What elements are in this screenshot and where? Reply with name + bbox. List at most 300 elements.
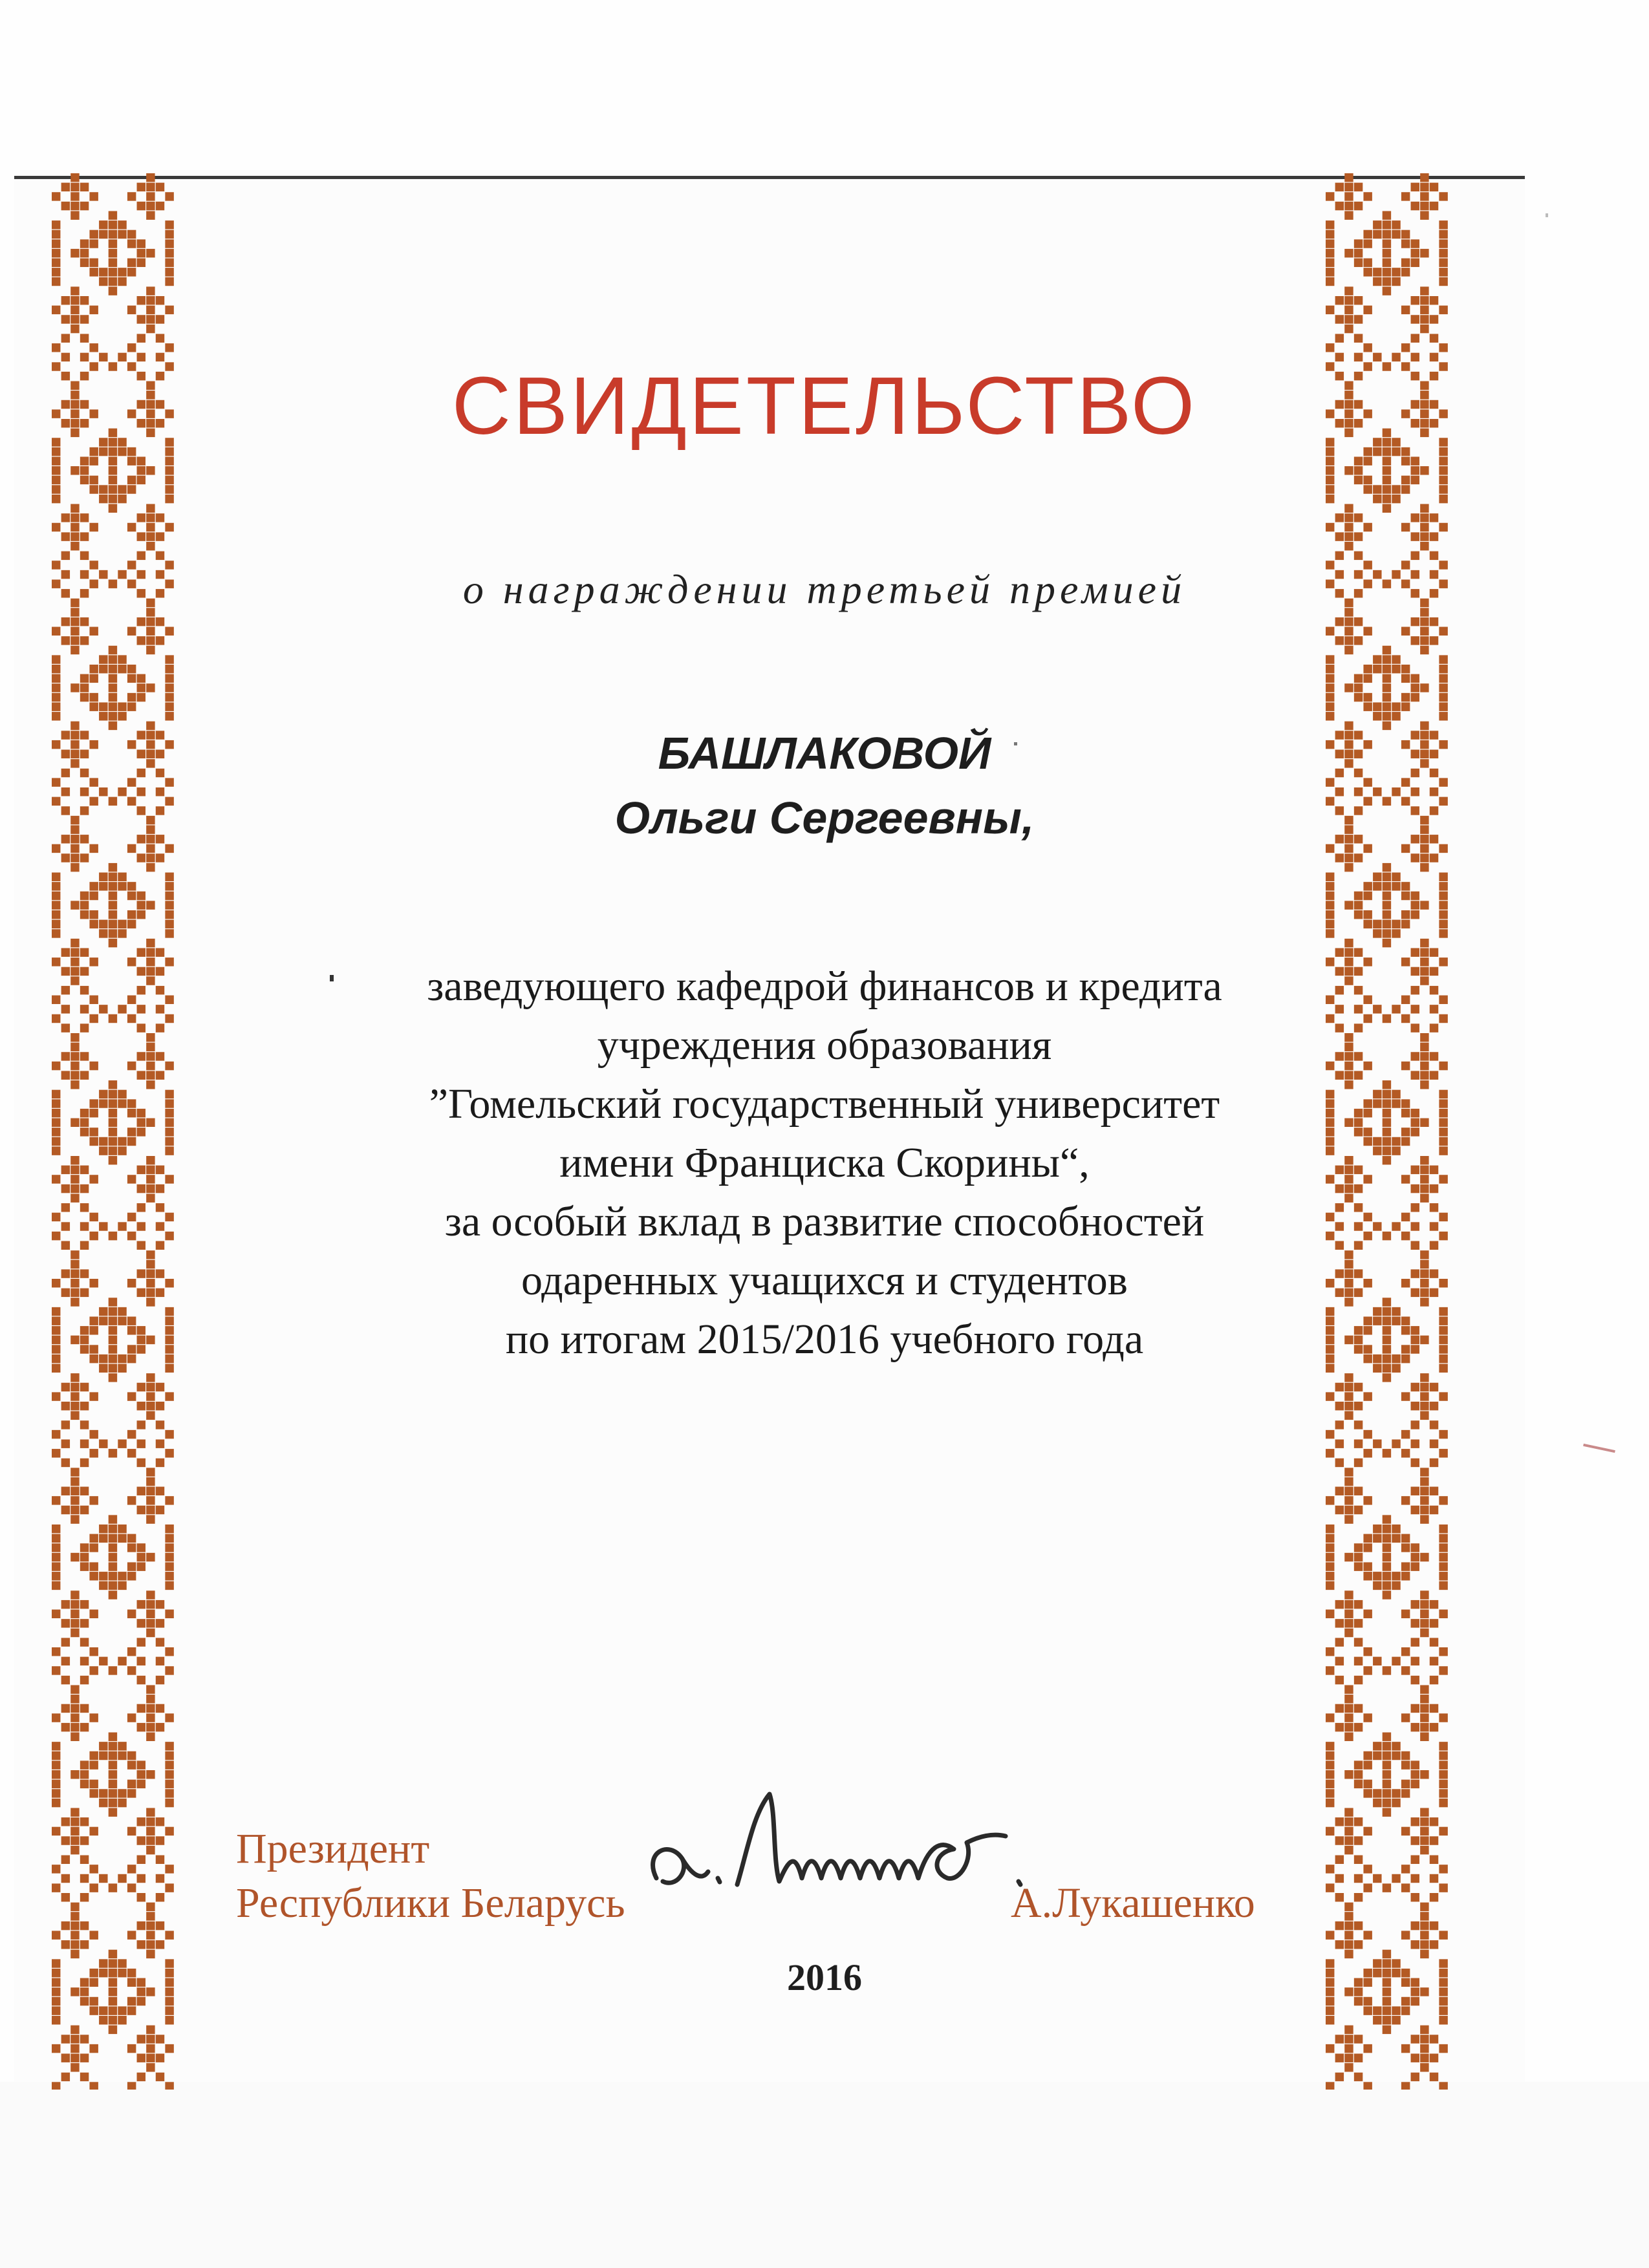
scan-speck (1014, 742, 1017, 745)
ornament-cell (80, 1893, 89, 1901)
ornament-cell (1439, 277, 1447, 286)
ornament-cell (1401, 259, 1410, 267)
ornament-cell (99, 1789, 107, 1797)
ornament-cell (137, 1420, 146, 1429)
ornament-cell (1326, 2016, 1334, 2024)
ornament-cell (146, 1411, 155, 1420)
ornament-cell (165, 192, 173, 200)
ornament-cell (165, 1534, 173, 1543)
ornament-cell (165, 693, 173, 701)
ornament-cell (1420, 1695, 1428, 1703)
ornament-cell (1363, 1572, 1372, 1580)
ornament-cell (1401, 306, 1410, 314)
ornament-cell (1373, 2016, 1381, 2024)
ornament-cell (146, 202, 155, 210)
ornament-cell (1430, 1817, 1438, 1826)
ornament-cell (1354, 1619, 1363, 1627)
ornament-cell (137, 296, 146, 305)
ornament-cell (1326, 712, 1334, 720)
ornament-cell (70, 325, 79, 333)
ornament-cell (1354, 1543, 1363, 1552)
ornament-cell (80, 239, 89, 248)
ornament-cell (1439, 1760, 1447, 1769)
ornament-cell (109, 495, 117, 503)
ornament-cell (1344, 211, 1353, 219)
ornament-cell (52, 655, 60, 663)
ornament-cell (70, 1590, 79, 1599)
ornament-cell (1326, 655, 1334, 663)
ornament-cell (165, 2006, 173, 2015)
ornament-cell (1411, 1856, 1419, 1864)
ornament-cell (1420, 1600, 1428, 1609)
ornament-cell (137, 532, 146, 540)
ornament-cell (165, 1430, 173, 1439)
ornament-cell (165, 1647, 173, 1656)
ornament-cell (1411, 466, 1419, 475)
ornament-cell (1439, 2016, 1447, 2024)
ornament-cell (146, 183, 155, 191)
ornament-cell (127, 259, 136, 267)
ornament-cell (70, 853, 79, 862)
ornament-cell (109, 268, 117, 276)
ornament-cell (52, 910, 60, 919)
ornament-cell (165, 1553, 173, 1561)
ornament-cell (1439, 1770, 1447, 1779)
ornament-cell (1411, 892, 1419, 900)
ornament-cell (70, 202, 79, 210)
ornament-cell (1401, 693, 1410, 701)
ornament-cell (70, 1695, 79, 1703)
ornament-cell (70, 1610, 79, 1618)
ornament-cell (1335, 1487, 1344, 1495)
ornament-cell (99, 1657, 107, 1665)
ornament-cell (165, 1799, 173, 1807)
ornament-cell (156, 1459, 164, 1467)
ornament-cell (137, 466, 146, 475)
ornament-cell (127, 1666, 136, 1674)
ornament-cell (1344, 523, 1353, 531)
ornament-cell (1354, 1420, 1363, 1429)
ornament-cell (1439, 2006, 1447, 2015)
ornament-cell (70, 2026, 79, 2034)
ornament-cell (70, 211, 79, 219)
ornament-cell (1344, 1808, 1353, 1816)
ornament-cell (109, 901, 117, 909)
ornament-cell (1383, 230, 1391, 239)
ornament-cell (1363, 627, 1372, 636)
ornament-cell (109, 1590, 117, 1599)
ornament-cell (1363, 1610, 1372, 1618)
ornament-cell (165, 929, 173, 937)
ornament-cell (80, 1760, 89, 1769)
ornament-cell (109, 211, 117, 219)
ornament-cell (1354, 259, 1363, 267)
ornament-cell (61, 1893, 70, 1901)
ornament-cell (1354, 2035, 1363, 2043)
ornament-cell (137, 183, 146, 191)
ornament-cell (1383, 683, 1391, 692)
ornament-cell (1373, 1874, 1381, 1883)
ornament-cell (1363, 665, 1372, 673)
ornament-cell (1420, 1468, 1428, 1476)
ornament-cell (1439, 1799, 1447, 1807)
ornament-cell (1354, 513, 1363, 522)
ornament-cell (61, 1638, 70, 1646)
ornament-cell (1411, 476, 1419, 484)
ornament-cell (1383, 1751, 1391, 1760)
ornament-cell (1392, 1657, 1400, 1665)
ornament-cell (80, 617, 89, 626)
ornament-cell (1363, 306, 1372, 314)
ornament-cell (52, 1562, 60, 1570)
ornament-cell (99, 230, 107, 239)
ornament-cell (1344, 1468, 1353, 1476)
ornament-cell (1354, 1383, 1363, 1391)
ornament-cell (52, 929, 60, 937)
ornament-cell (1383, 1373, 1391, 1382)
ornament-cell (109, 1534, 117, 1543)
ornament-cell (1335, 1657, 1344, 1665)
ornament-cell (1439, 343, 1447, 352)
ornament-cell (137, 1439, 146, 1448)
ornament-cell (156, 1836, 164, 1845)
ornament-cell (1430, 1619, 1438, 1627)
ornament-cell (1363, 693, 1372, 701)
ornament-cell (1344, 1903, 1353, 1911)
ornament-cell (1420, 2035, 1428, 2043)
ornament-cell (70, 1912, 79, 1920)
ornament-cell (1344, 1940, 1353, 1949)
ornament-cell (1344, 325, 1353, 333)
ornament-cell (165, 1543, 173, 1552)
ornament-cell (1335, 1420, 1344, 1429)
ornament-cell (1411, 296, 1419, 305)
ornament-cell (1354, 1760, 1363, 1769)
ornament-cell (1430, 315, 1438, 323)
ornament-cell (52, 693, 60, 701)
ornament-cell (1363, 476, 1372, 484)
certificate-subtitle: о награждении третьей премией (462, 566, 1187, 612)
ornament-cell (1411, 693, 1419, 701)
ornament-cell (1411, 1543, 1419, 1552)
ornament-cell (1383, 1553, 1391, 1561)
ornament-cell (1430, 1856, 1438, 1864)
ornament-cell (1420, 1553, 1428, 1561)
ornament-cell (127, 1713, 136, 1722)
ornament-cell (52, 523, 60, 531)
ornament-cell (165, 485, 173, 493)
ornament-cell (80, 2053, 89, 2062)
ornament-cell (156, 1723, 164, 1731)
ornament-cell (137, 1940, 146, 1949)
ornament-cell (137, 1874, 146, 1883)
ornament-cell (80, 948, 89, 956)
ornament-cell (1354, 1657, 1363, 1665)
ornament-cell (99, 929, 107, 937)
ornament-cell (109, 892, 117, 900)
ornament-cell (89, 1647, 98, 1656)
ornament-cell (52, 306, 60, 314)
ornament-cell (1326, 1827, 1334, 1835)
ornament-cell (1401, 485, 1410, 493)
ornament-cell (156, 551, 164, 560)
ornament-cell (1439, 1430, 1447, 1439)
ornament-cell (109, 2006, 117, 2015)
ornament-cell (1344, 1392, 1353, 1400)
ornament-cell (80, 476, 89, 484)
ornament-cell (61, 1704, 70, 1713)
ornament-cell (127, 343, 136, 352)
ornament-cell (1430, 202, 1438, 210)
ornament-cell (165, 873, 173, 881)
ornament-cell (127, 665, 136, 673)
ornament-cell (1326, 1392, 1334, 1400)
ornament-cell (1420, 1496, 1428, 1504)
ornament-cell (146, 627, 155, 636)
ornament-cell (99, 268, 107, 276)
ornament-cell (1354, 183, 1363, 191)
ornament-cell (1335, 1676, 1344, 1684)
ornament-cell (146, 636, 155, 645)
ornament-cell (1354, 853, 1363, 862)
ornament-cell (52, 1543, 60, 1552)
ornament-cell (165, 901, 173, 909)
ornament-cell (137, 1723, 146, 1731)
sheet-bottom-margin (0, 2082, 1649, 2268)
ornament-cell (1420, 466, 1428, 475)
ornament-cell (1335, 315, 1344, 323)
ornament-cell (70, 1931, 79, 1939)
ornament-cell (1420, 863, 1428, 872)
ornament-cell (1420, 296, 1428, 305)
ornament-cell (1383, 1572, 1391, 1580)
ornament-cell (1392, 929, 1400, 937)
ornament-cell (165, 1392, 173, 1400)
ornament-cell (1326, 1581, 1334, 1590)
ornament-cell (1420, 1373, 1428, 1382)
ornament-cell (1439, 1647, 1447, 1656)
ornament-cell (1411, 1874, 1419, 1883)
ornament-cell (1420, 1610, 1428, 1618)
ornament-cell (1363, 523, 1372, 531)
ornament-cell (1430, 636, 1438, 645)
ornament-cell (70, 1704, 79, 1713)
ornament-cell (109, 712, 117, 720)
ornament-cell (61, 296, 70, 305)
ornament-cell (80, 551, 89, 560)
ornament-cell (1354, 315, 1363, 323)
ornament-cell (1430, 1600, 1438, 1609)
ornament-cell (156, 853, 164, 862)
ornament-cell (1354, 683, 1363, 692)
ornament-cell (1373, 920, 1381, 928)
ornament-cell (1326, 1789, 1334, 1797)
ornament-cell (1354, 1836, 1363, 1845)
ornament-cell (89, 2006, 98, 2015)
ornament-cell (1363, 1647, 1372, 1656)
ornament-cell (109, 1524, 117, 1533)
ornament-cell (52, 712, 60, 720)
ornament-cell (1411, 1817, 1419, 1826)
ornament-cell (80, 1487, 89, 1495)
ornament-cell (1363, 844, 1372, 853)
ornament-cell (1439, 1562, 1447, 1570)
ornament-cell (70, 1496, 79, 1504)
ornament-cell (1344, 863, 1353, 872)
ornament-cell (80, 1856, 89, 1864)
ornament-cell (127, 1496, 136, 1504)
ornament-cell (146, 296, 155, 305)
ornament-cell (118, 220, 126, 229)
ornament-cell (1326, 268, 1334, 276)
ornament-cell (1439, 1742, 1447, 1750)
ornament-cell (89, 485, 98, 493)
ornament-cell (137, 1836, 146, 1845)
ornament-cell (109, 1562, 117, 1570)
ornament-cell (137, 1506, 146, 1514)
ornament-cell (1344, 1477, 1353, 1486)
ornament-cell (1344, 2026, 1353, 2034)
ornament-cell (1383, 211, 1391, 219)
ornament-cell (1363, 1666, 1372, 1674)
ornament-cell (1373, 1581, 1381, 1590)
ornament-cell (1363, 702, 1372, 711)
ornament-cell (109, 230, 117, 239)
ornament-cell (146, 1468, 155, 1476)
ornament-cell (109, 1581, 117, 1590)
ornament-cell (1344, 504, 1353, 513)
ornament-cell (1411, 1487, 1419, 1495)
ornament-cell (1439, 1789, 1447, 1797)
ornament-cell (1383, 2006, 1391, 2015)
ornament-cell (1344, 939, 1353, 947)
ornament-cell (146, 1629, 155, 1637)
ornament-cell (1363, 259, 1372, 267)
ornament-cell (1401, 1534, 1410, 1543)
ornament-cell (1344, 844, 1353, 853)
ornament-cell (1354, 476, 1363, 484)
ornament-cell (1411, 259, 1419, 267)
ornament-cell (1420, 542, 1428, 550)
ornament-cell (70, 315, 79, 323)
ornament-cell (1354, 1487, 1363, 1495)
ornament-cell (1401, 1751, 1410, 1760)
ornament-cell (1439, 192, 1447, 200)
ornament-cell (165, 1827, 173, 1835)
ornament-cell (1439, 1572, 1447, 1580)
ornament-cell (109, 476, 117, 484)
ornament-cell (127, 476, 136, 484)
ornament-cell (1344, 2035, 1353, 2043)
ornament-cell (1363, 674, 1372, 683)
ornament-cell (146, 1713, 155, 1722)
ornament-cell (146, 249, 155, 257)
ornament-cell (1439, 693, 1447, 701)
ornament-cell (1392, 1524, 1400, 1533)
ornament-cell (61, 1506, 70, 1514)
ornament-cell (89, 1883, 98, 1892)
ornament-cell (1344, 1402, 1353, 1410)
ornament-cell (1401, 1883, 1410, 1892)
ornament-cell (137, 202, 146, 210)
ornament-cell (52, 1742, 60, 1750)
ornament-cell (127, 230, 136, 239)
ornament-cell (1439, 892, 1447, 900)
ornament-cell (1354, 456, 1363, 465)
ornament-cell (1344, 542, 1353, 550)
ornament-cell (156, 1402, 164, 1410)
ornament-cell (1439, 1865, 1447, 1873)
ornament-cell (137, 1562, 146, 1570)
ornament-cell (127, 627, 136, 636)
ornament-cell (1420, 1477, 1428, 1486)
ornament-cell (99, 1534, 107, 1543)
ornament-cell (1392, 873, 1400, 881)
ornament-cell (1411, 1439, 1419, 1448)
ornament-cell (1363, 1883, 1372, 1892)
ornament-cell (1326, 1770, 1334, 1779)
ornament-cell (52, 1610, 60, 1618)
ornament-cell (137, 2035, 146, 2043)
ornament-cell (70, 1553, 79, 1561)
ornament-cell (1401, 2006, 1410, 2015)
ornament-cell (118, 665, 126, 673)
ornament-cell (52, 466, 60, 475)
ornament-cell (146, 1477, 155, 1486)
ornament-cell (1430, 948, 1438, 956)
ornament-cell (165, 1449, 173, 1457)
ornament-cell (61, 1657, 70, 1665)
ornament-cell (52, 192, 60, 200)
ornament-cell (89, 239, 98, 248)
ornament-cell (146, 1940, 155, 1949)
ornament-cell (89, 1713, 98, 1722)
ornament-cell (118, 1799, 126, 1807)
ornament-cell (1344, 1733, 1353, 1741)
ornament-cell (80, 466, 89, 475)
ornament-cell (1411, 1657, 1419, 1665)
ornament-cell (137, 1600, 146, 1609)
ornament-cell (109, 882, 117, 890)
ornament-cell (70, 1770, 79, 1779)
ornament-cell (1411, 683, 1419, 692)
ornament-cell (165, 268, 173, 276)
ornament-cell (1326, 873, 1334, 881)
ornament-cell (70, 1733, 79, 1741)
ornament-cell (89, 844, 98, 853)
ornament-cell (137, 513, 146, 522)
ornament-cell (70, 523, 79, 531)
ornament-cell (1354, 1506, 1363, 1514)
ornament-cell (80, 296, 89, 305)
ornament-cell (61, 1459, 70, 1467)
ornament-cell (1383, 939, 1391, 947)
ornament-cell (52, 259, 60, 267)
ornament-cell (127, 1780, 136, 1788)
ornament-cell (165, 259, 173, 267)
ornament-cell (109, 1799, 117, 1807)
ornament-cell (1411, 1940, 1419, 1949)
ornament-cell (1373, 1524, 1381, 1533)
ornament-cell (1401, 1610, 1410, 1618)
ornament-cell (1363, 1392, 1372, 1400)
ornament-cell (156, 1487, 164, 1495)
ornament-cell (80, 183, 89, 191)
ornament-cell (1392, 920, 1400, 928)
ornament-cell (1420, 1704, 1428, 1713)
ornament-cell (1326, 239, 1334, 248)
ornament-cell (1430, 1459, 1438, 1467)
